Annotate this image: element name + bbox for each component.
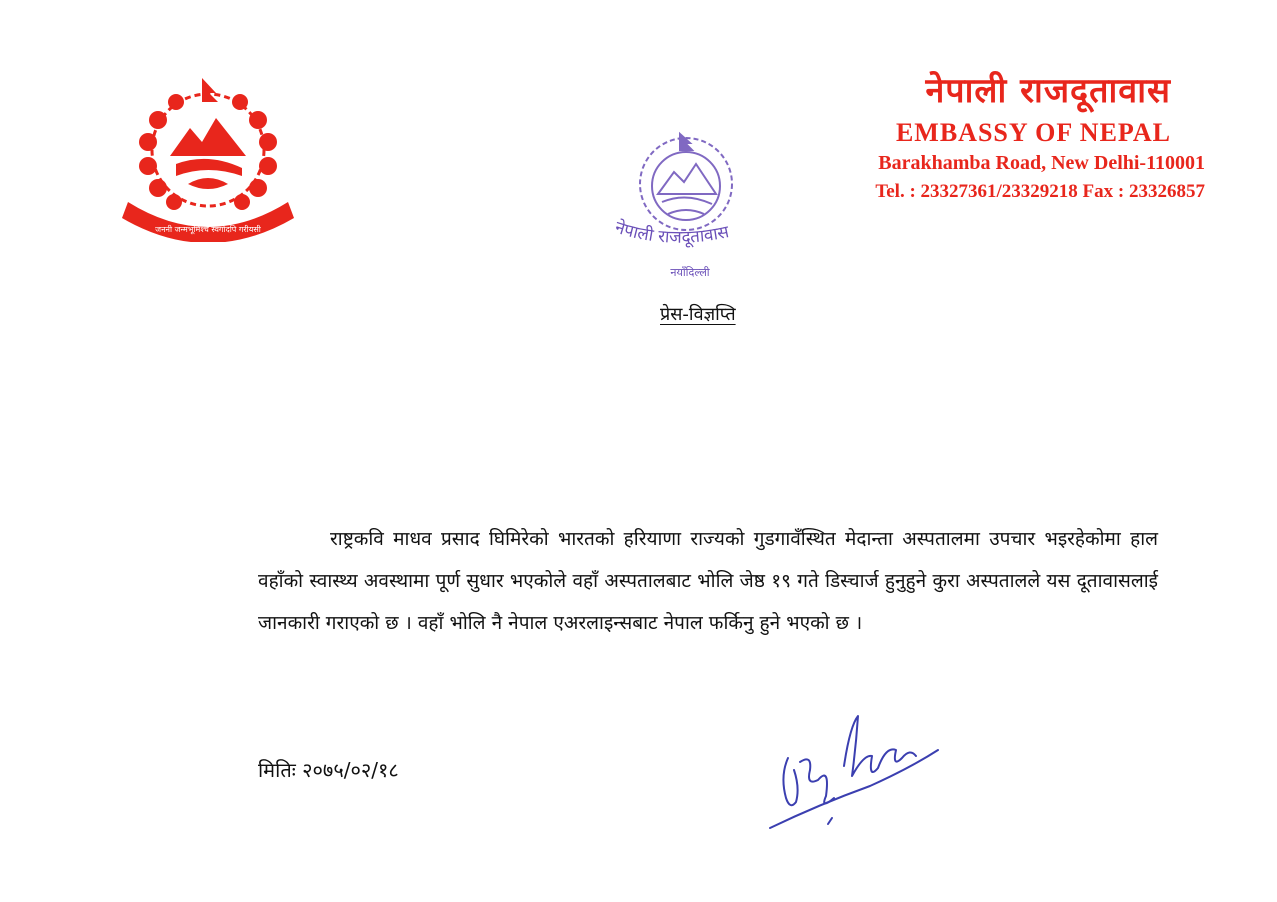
document-date: मितिः २०७५/०२/१८: [258, 758, 399, 782]
document-title: प्रेस-विज्ञप्ति: [660, 304, 736, 325]
letterhead-address: Barakhamba Road, New Delhi-110001: [878, 152, 1205, 174]
letterhead-english-name: EMBASSY OF NEPAL: [895, 118, 1171, 147]
stamp-name: नेपाली राजदूतावास: [612, 217, 731, 248]
document-body: राष्ट्रकवि माधव प्रसाद घिमिरेको भारतको हरियाणा राज्यको गुडगावँस्थित मेदान्ता अस्पतालमा उपचार भइरहेकोमा हाल वहाँको स्वास्थ्य अवस्थामा पूर्ण सुधार भएकोले वहाँ अस्पतालबाट भोलि जेष्ठ १९ गते डिस्चार्ज हुनुहुने कुरा अस्पतालले यस दूतावासलाई जानकारी गराएको छ । वहाँ भोलि नै नेपाल एअरलाइन्सबाट नेपाल फर्किनु हुने भएको छ ।: [258, 528, 1158, 634]
stamp-city: नयाँदिल्ली: [670, 266, 710, 279]
signature: [760, 706, 950, 836]
nepal-emblem-logo: [118, 72, 298, 242]
letterhead-tel-fax: Tel. : 23327361/23329218 Fax : 23326857: [875, 181, 1205, 202]
letterhead-nepali-name: नेपाली राजदूतावास: [925, 71, 1171, 111]
embassy-stamp: [604, 126, 774, 286]
svg-text:जननी जन्मभूमिश्च स्वर्गादपि गर: जननी जन्मभूमिश्च स्वर्गादपि गरीयसी: [155, 225, 261, 234]
